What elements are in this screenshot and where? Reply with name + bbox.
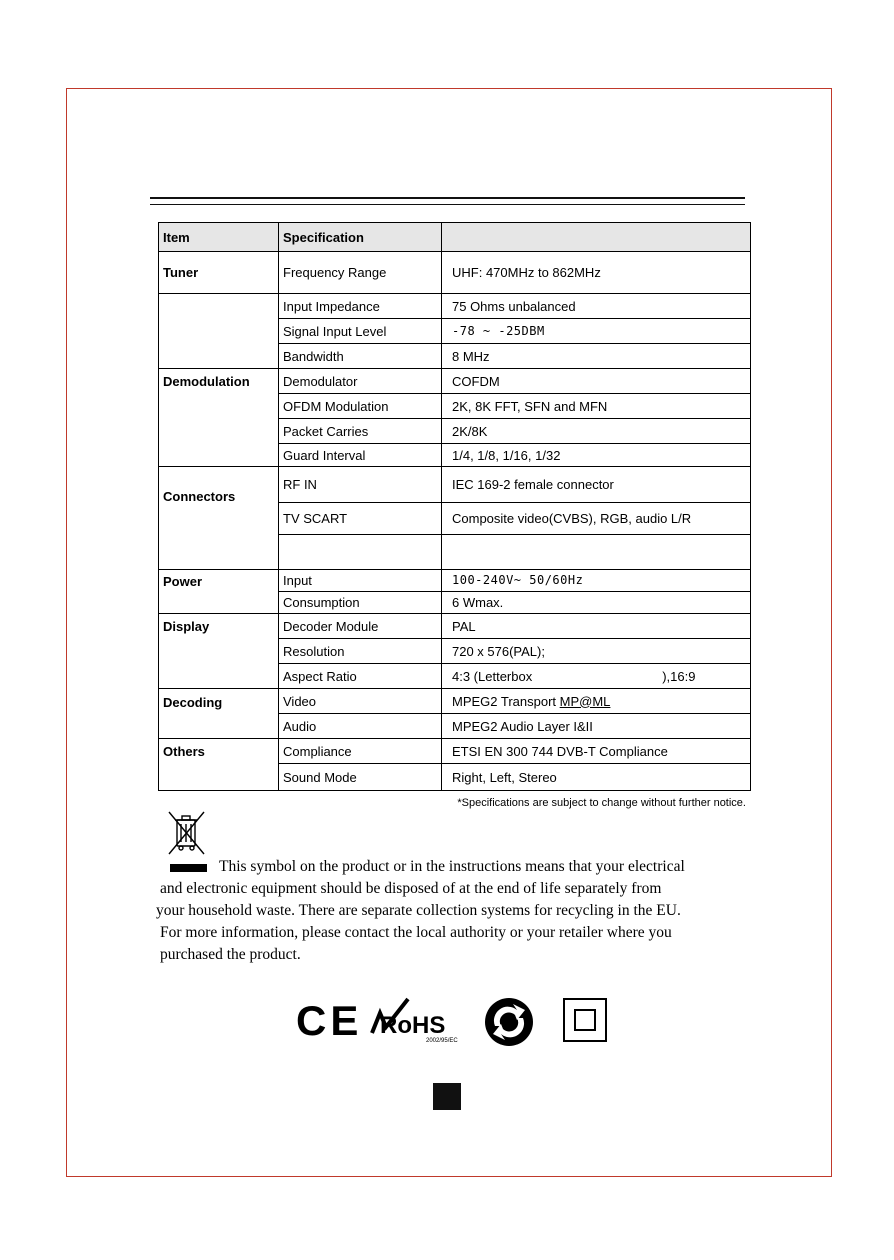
spec-value: UHF: 470MHz to 862MHz (442, 252, 751, 294)
rohs-sub-text: 2002/95/EC (426, 1038, 458, 1044)
spec-table (158, 222, 751, 791)
spec-value: 100-240V~ 50/60Hz (442, 570, 751, 592)
table-row (159, 252, 751, 294)
spec-value: Right, Left, Stereo (442, 764, 751, 791)
spec-value: IEC 169-2 female connector (442, 467, 751, 503)
spec-value (442, 535, 751, 570)
spec-value: 2K/8K (442, 419, 751, 444)
table-header-row (159, 223, 751, 252)
spec-name: Input Impedance (279, 294, 442, 319)
spec-value: 8 MHz (442, 344, 751, 369)
spec-name: Video (279, 689, 442, 714)
page-number-block (433, 1083, 461, 1110)
spec-value: 720 x 576(PAL); (442, 639, 751, 664)
spec-name: TV SCART (279, 503, 442, 535)
spec-name: Signal Input Level (279, 319, 442, 344)
table-row (159, 294, 751, 319)
header-specification: Specification (279, 223, 442, 252)
spec-value: 6 Wmax. (442, 592, 751, 614)
spec-name: Packet Carries (279, 419, 442, 444)
spec-name: Frequency Range (279, 252, 442, 294)
spec-name (279, 535, 442, 570)
header-item: Item (159, 223, 279, 252)
spec-value: 1/4, 1/8, 1/16, 1/32 (442, 444, 751, 467)
spec-value: ETSI EN 300 744 DVB-T Compliance (442, 739, 751, 764)
spec-name: Decoder Module (279, 614, 442, 639)
group-others: Others (159, 739, 279, 791)
spec-name: Input (279, 570, 442, 592)
spec-value (442, 689, 751, 714)
spec-name: Sound Mode (279, 764, 442, 791)
weee-bin-icon (164, 810, 208, 856)
rohs-text: RoHS (380, 1012, 446, 1039)
group-display: Display (159, 614, 279, 689)
table-row (159, 614, 751, 639)
table-row (159, 570, 751, 592)
table-row (159, 739, 751, 764)
spec-name: Aspect Ratio (279, 664, 442, 689)
ce-mark-icon (296, 997, 362, 1044)
disposal-line: your household waste. There are separate collection systems for recycling in the EU. (156, 902, 681, 919)
spec-value: -78 ~ -25DBM (442, 319, 751, 344)
table-row (159, 689, 751, 714)
group-demodulation: Demodulation (159, 369, 279, 467)
rohs-logo-icon (372, 999, 458, 1044)
spec-name: OFDM Modulation (279, 394, 442, 419)
spec-name: Compliance (279, 739, 442, 764)
group-connectors: Connectors (159, 467, 279, 570)
disposal-line: and electronic equipment should be disposed of at the end of life separately from (160, 880, 662, 897)
spec-value: 2K, 8K FFT, SFN and MFN (442, 394, 751, 419)
spec-value (442, 664, 751, 689)
double-insulation-icon (564, 999, 606, 1041)
spec-value: COFDM (442, 369, 751, 394)
spec-notice: *Specifications are subject to change without further notice. (457, 797, 746, 809)
aspect-ratio-part-b: ),16:9 (662, 668, 696, 684)
spec-name: Audio (279, 714, 442, 739)
spec-value: MPEG2 Audio Layer I&II (442, 714, 751, 739)
group-decoding: Decoding (159, 689, 279, 739)
disposal-line: purchased the product. (160, 946, 301, 963)
spec-name: Consumption (279, 592, 442, 614)
header-rule (150, 197, 745, 205)
disposal-line: For more information, please contact the local authority or your retailer where you (160, 924, 672, 941)
spec-name: Guard Interval (279, 444, 442, 467)
table-row (159, 369, 751, 394)
table-row (159, 467, 751, 503)
ce-mark-text: CE (296, 997, 363, 1044)
certification-logos (296, 995, 616, 1047)
video-profile: MP@ML (559, 693, 611, 709)
spec-name: Bandwidth (279, 344, 442, 369)
disposal-line: This symbol on the product or in the instructions means that your electrical (219, 858, 685, 875)
spec-value: PAL (442, 614, 751, 639)
disposal-notice (156, 856, 756, 966)
spec-value: 75 Ohms unbalanced (442, 294, 751, 319)
spec-name: Demodulator (279, 369, 442, 394)
group-tuner: Tuner (159, 252, 279, 294)
aspect-ratio-part-a: 4:3 (Letterbox (452, 668, 533, 684)
spec-value: Composite video(CVBS), RGB, audio L/R (442, 503, 751, 535)
spec-name: Resolution (279, 639, 442, 664)
spec-name: RF IN (279, 467, 442, 503)
green-dot-icon (485, 998, 533, 1046)
group-power: Power (159, 570, 279, 614)
header-value (442, 223, 751, 252)
group-tuner-cont (159, 294, 279, 369)
video-format: MPEG2 Transport (452, 693, 560, 709)
